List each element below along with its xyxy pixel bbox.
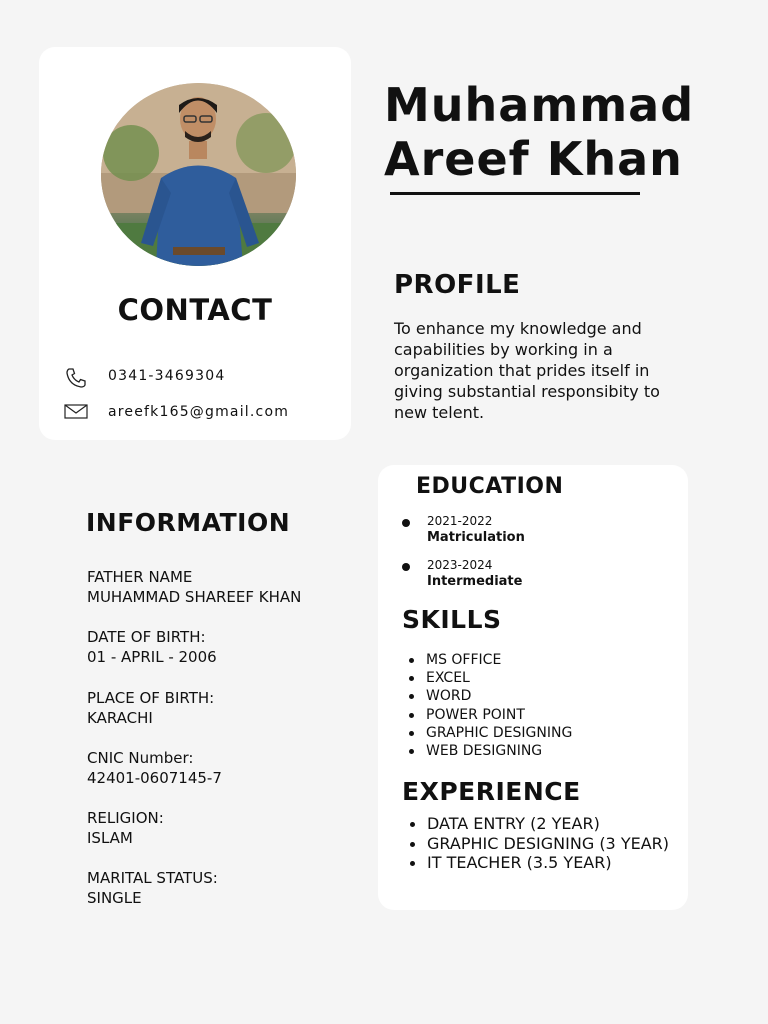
experience-heading: EXPERIENCE [402, 777, 581, 806]
envelope-icon [64, 402, 88, 422]
profile-text: To enhance my knowledge and capabilities by working in a organization that prides itself in giving substantial responsibity to new telent. [394, 319, 660, 422]
skills-list [408, 651, 572, 760]
info-label: DATE OF BIRTH: [87, 628, 206, 646]
phone-icon [64, 366, 88, 386]
name-line-2: Areef Khan [384, 132, 683, 186]
info-label: MARITAL STATUS: [87, 869, 218, 887]
contact-phone-row [64, 366, 226, 386]
info-value: SINGLE [87, 889, 142, 907]
information-heading: INFORMATION [86, 508, 291, 537]
education-degree: Intermediate [427, 574, 523, 589]
experience-item: DATA ENTRY (2 YEAR) [409, 814, 669, 834]
education-year: 2023-2024 [427, 558, 493, 572]
education-heading: EDUCATION [416, 474, 564, 499]
info-label: RELIGION: [87, 809, 164, 827]
info-value: 42401-0607145-7 [87, 769, 222, 787]
skill-item: EXCEL [408, 669, 572, 687]
person-name [384, 78, 694, 186]
education-degree: Matriculation [427, 530, 525, 545]
info-label: PLACE OF BIRTH: [87, 689, 215, 707]
name-line-1: Muhammad [384, 78, 695, 132]
info-item [87, 808, 164, 848]
experience-item: IT TEACHER (3.5 YEAR) [409, 853, 669, 873]
profile-heading: PROFILE [394, 270, 521, 300]
experience-item: GRAPHIC DESIGNING (3 YEAR) [409, 834, 669, 854]
info-label: FATHER NAME [87, 568, 193, 586]
info-value: ISLAM [87, 829, 133, 847]
info-value: MUHAMMAD SHAREEF KHAN [87, 588, 302, 606]
info-item [87, 627, 217, 667]
contact-email-row [64, 402, 290, 422]
info-item [87, 688, 214, 728]
email-address[interactable]: areefk165@gmail.com [108, 404, 290, 420]
experience-list [409, 814, 669, 873]
info-item [87, 567, 301, 607]
skill-item: GRAPHIC DESIGNING [408, 724, 572, 742]
info-value: 01 - APRIL - 2006 [87, 648, 217, 666]
skill-item: POWER POINT [408, 706, 572, 724]
profile-photo [101, 83, 296, 266]
skill-item: MS OFFICE [408, 651, 572, 669]
name-underline [390, 192, 640, 195]
skill-item: WORD [408, 687, 572, 705]
skills-heading: SKILLS [402, 605, 502, 634]
education-year: 2021-2022 [427, 514, 493, 528]
info-item [87, 748, 222, 788]
bullet [402, 519, 410, 527]
info-label: CNIC Number: [87, 749, 194, 767]
skill-item: WEB DESIGNING [408, 742, 572, 760]
contact-heading: CONTACT [117, 293, 273, 327]
info-value: KARACHI [87, 709, 153, 727]
info-item [87, 868, 218, 908]
phone-number[interactable]: 0341-3469304 [108, 368, 226, 384]
bullet [402, 563, 410, 571]
